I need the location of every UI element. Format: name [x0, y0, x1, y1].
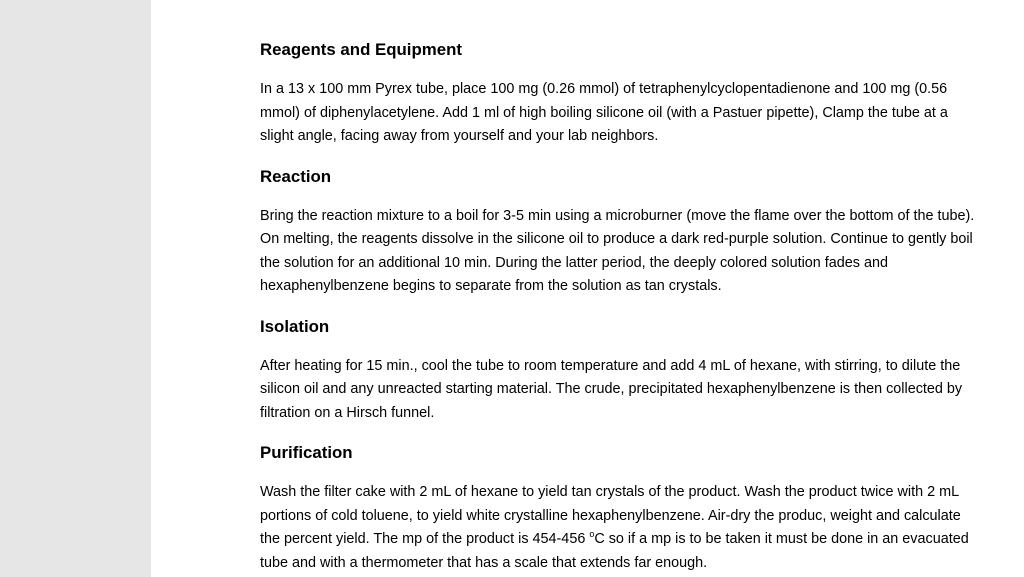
section-heading-isolation: Isolation: [260, 316, 330, 336]
section-body-isolation: After heating for 15 min., cool the tube to room temperature and add 4 mL of hexane, with stirring, to dilute the silicon oil and any unreacted starting material. The crude, precipitated hexaphenylbenzene is then collected by filtration on a Hirsch funnel.: [260, 357, 963, 421]
section-heading-reagents: Reagents and Equipment: [260, 40, 462, 59]
purification-text-part-1: Wash the filter cake with 2 mL of hexane to yield tan crystals of the product. Wash the product twice with 2 mL portions of cold toluene, to yield white crystalline hexaphenylbenzene. Air-dry the produc, weight and calculate the percent yield. The mp of the product is 454-456: [260, 484, 961, 547]
degree-symbol: o: [589, 529, 595, 540]
section-heading-purification: Purification: [260, 443, 353, 462]
document-page: [151, 0, 1024, 577]
purification-text-part-2: C so if a mp is to be taken it must be done in an evacuated tube and with a thermometer that has a scale that extends far enough.: [260, 531, 969, 571]
section-body-reagents: In a 13 x 100 mm Pyrex tube, place 100 mg (0.26 mmol) of tetraphenylcyclopentadienone and 100 mg (0.56 mmol) of diphenylacetylene. Add 1 ml of high boiling silicone oil (with a Pastuer pipette), Clamp the tube at a slight angle, facing away from yourself and your lab neighbors.: [260, 81, 948, 144]
section-heading-reaction: Reaction: [260, 166, 332, 186]
left-gutter: [0, 0, 151, 577]
section-body-purification: [260, 481, 980, 575]
section-body-reaction: Bring the reaction mixture to a boil for 3-5 min using a microburner (move the flame over the bottom of the tube). On melting, the reagents dissolve in the silicone oil to produce a dark red-purple solution. Continue to gently boil the solution for an additional 10 min. During the latter period, the deeply colored solution fades and hexaphenylbenzene begins to separate from the solution as tan crystals.: [260, 207, 975, 294]
page-content: [260, 38, 980, 575]
